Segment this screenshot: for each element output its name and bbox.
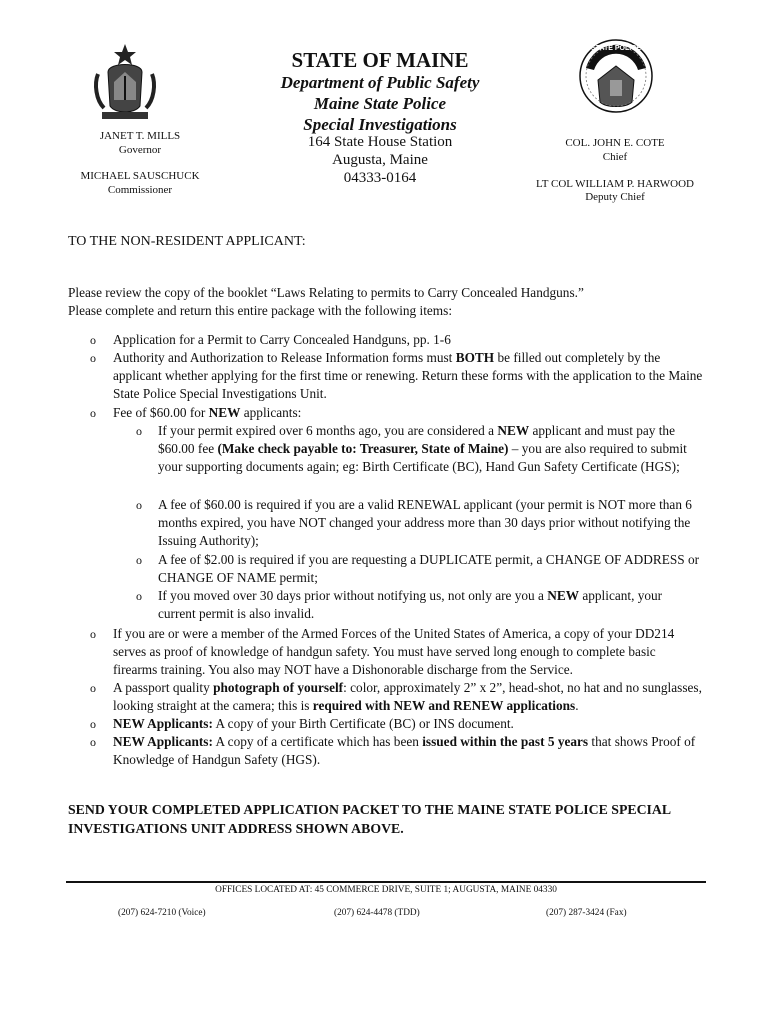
phone-voice: (207) 624-7210 (Voice) — [118, 908, 206, 918]
sub-list-item: If your permit expired over 6 months ago, you are considered a NEW applicant and must pay the $60.00 fee (Make check payable to: Treasurer, State of Maine) – you are also required to submit your supporting documents again; eg: Birth Certificate (BC), Hand Gun Safety Certificate (HGS); — [158, 423, 687, 475]
list-item: Fee of $60.00 for NEW applicants: — [113, 405, 302, 420]
office-address: OFFICES LOCATED AT: 45 COMMERCE DRIVE, SUITE 1; AUGUSTA, MAINE 04330 — [215, 885, 557, 895]
sub-bullet-icon: o — [136, 424, 142, 438]
state-title: STATE OF MAINE — [291, 48, 469, 72]
phone-fax: (207) 287-3424 (Fax) — [546, 908, 627, 918]
sub-bullet-icon: o — [136, 498, 142, 512]
sub-list-item: If you moved over 30 days prior without notifying us, not only are you a NEW applicant, your current permit is also invalid. — [158, 588, 663, 622]
phone-tdd: (207) 624-4478 (TDD) — [334, 908, 420, 918]
sub-list-item: A fee of $60.00 is required if you are a valid RENEWAL applicant (your permit is NOT more than 6 months expired, you have NOT changed your address more than 30 days prior without notifying the Issuing Authority); — [158, 497, 692, 549]
list-item: If you are or were a member of the Armed Forces of the United States of America, a copy of your DD214 serves as proof of knowledge of handgun safety. You must have served long enough to complete basic firearms training. You also may NOT have a Dishonorable discharge from the Service. — [113, 626, 675, 678]
intro-line-1: Please review the copy of the booklet “Laws Relating to permits to Carry Concealed Handguns.” — [68, 285, 584, 300]
bullet-icon: o — [90, 627, 96, 641]
seal-right-text: STATE POLICE — [591, 45, 641, 52]
governor-name: JANET T. MILLS — [99, 130, 181, 142]
bullet-icon: o — [90, 681, 96, 695]
bullet-icon: o — [90, 351, 96, 365]
bullet-icon: o — [90, 333, 96, 347]
department-name: Department of Public Safety — [280, 73, 480, 92]
maine-state-seal-icon — [90, 42, 160, 122]
governor-title: Governor — [118, 144, 162, 156]
list-item: NEW Applicants: A copy of your Birth Certificate (BC) or INS document. — [113, 716, 514, 731]
unit-name: Special Investigations — [303, 115, 457, 134]
agency-name: Maine State Police — [313, 94, 447, 113]
deputy-chief-title: Deputy Chief — [585, 191, 645, 203]
intro-line-2: Please complete and return this entire package with the following items: — [68, 303, 453, 319]
bullet-icon: o — [90, 406, 96, 420]
chief-title: Chief — [602, 151, 628, 163]
address-line-3: 04333-0164 — [343, 170, 417, 186]
sub-bullet-icon: o — [136, 589, 142, 603]
address-line-2: Augusta, Maine — [332, 152, 428, 168]
greeting: TO THE NON-RESIDENT APPLICANT: — [68, 234, 306, 249]
list-item: Authority and Authorization to Release Information forms must BOTH be filled out completely by the applicant whether applying for the first time or renewing. Return these forms with the application to the Maine State Police Special Investigations Unit. — [113, 350, 703, 402]
footer-divider — [66, 881, 706, 883]
sub-bullet-icon: o — [136, 553, 142, 567]
deputy-chief-name: LT COL WILLIAM P. HARWOOD — [536, 178, 694, 190]
intro-paragraph — [68, 284, 708, 320]
sub-list-item: A fee of $2.00 is required if you are requesting a DUPLICATE permit, a CHANGE OF ADDRESS or CHANGE OF NAME permit; — [158, 552, 700, 586]
address-line-1: 164 State House Station — [307, 134, 453, 150]
closing-instruction: SEND YOUR COMPLETED APPLICATION PACKET TO THE MAINE STATE POLICE SPECIAL INVESTIGATIONS UNIT ADDRESS SHOWN ABOVE. — [68, 802, 671, 836]
list-item: NEW Applicants: A copy of a certificate which has been issued within the past 5 years that shows Proof of Knowledge of Handgun Safety (HGS). — [113, 734, 696, 768]
bullet-icon: o — [90, 735, 96, 749]
bullet-icon: o — [90, 717, 96, 731]
list-item: Application for a Permit to Carry Concealed Handguns, pp. 1-6 — [113, 332, 451, 347]
list-item: A passport quality photograph of yourself: color, approximately 2” x 2”, head-shot, no hat and no sunglasses, looking straight at the camera; this is required with NEW and RENEW applications. — [113, 680, 702, 714]
chief-name: COL. JOHN E. COTE — [565, 137, 665, 149]
commissioner-name: MICHAEL SAUSCHUCK — [80, 170, 200, 182]
commissioner-title: Commissioner — [107, 184, 173, 196]
